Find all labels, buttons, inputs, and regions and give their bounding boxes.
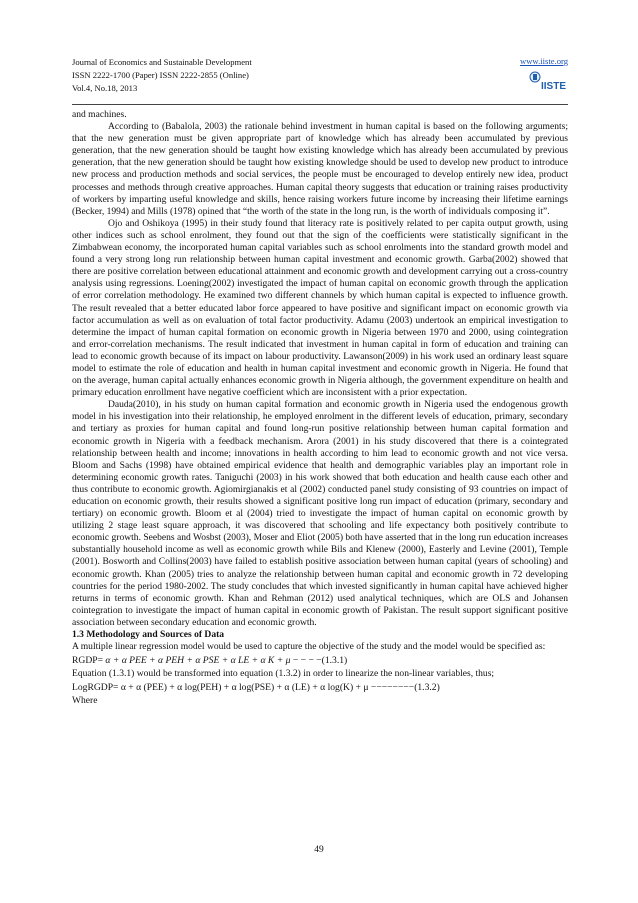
- paragraph-4: A multiple linear regression model would be used to capture the objective of the study and the model would be specified as:: [72, 641, 546, 653]
- article-body: [72, 109, 568, 707]
- paragraph-3: Dauda(2010), in his study on human capital formation and economic growth in Nigeria used the endogenous growth model in his investigation into their relationship, he employed enrolment in the different levels of education, primary, secondary and tertiary as proxies for human capital and found long-run positive relationship between human capital formation and economic growth in Nigeria with a feedback mechanism. Arora (2001) in his study discovered that there is a cointegrated relationship between health and income; innovations in health according to him lead to economic growth and not vice versa. Bloom and Sachs (1998) have obtained empirical evidence that health and demographic variables play an important role in determining economic growth rates. Taniguchi (2003) in his work showed that both education and health cause each other and thus contribute to economic growth. Agiomirgianakis et al (2002) conducted panel study consisting of 93 countries on impact of education on economic growth, their results showed a significant positive long run impact of education (primary, secondary and tertiary) on economic growth. Bloom et al (2004) tried to investigate the impact of human capital on economic growth by utilizing 2 stage least square approach, it was discovered that schooling and life expectancy both positively contribute to economic growth. Seebens and Wosbst (2003), Moser and Eliot (2005) both have asserted that in the long run education increases substantially household income as well as economic growth while Bils and Klenew (2000), Easterly and Levine (2001), Temple (2001). Bosworth and Collins(2003) have failed to establish positive association between human capital (years of schooling) and economic growth. Khan (2005) tries to analyze the relationship between human capital and economic growth in 72 developing countries for the period 1980-2002. The study concludes that which invested significantly in human capital have achieved higher returns in terms of economic growth. Khan and Rehman (2012) used analytical techniques, which are OLS and Johansen cointegration to investigate the impact of human capital in economic growth of Pakistan. The result support significant positive association between secondary education and economic growth.: [72, 399, 568, 628]
- equation-2: [72, 681, 568, 694]
- equation-1-tag: − − − −(1.3.1): [292, 655, 348, 667]
- paragraph-1: According to (Babalola, 2003) the rationale behind investment in human capital is based on the following arguments; that the new generation must be given appropriate part of knowledge which has already been accumulated by previous generation, that the new generation should be taught how existing knowledge which has already been accumulated by previous generation, that the new generation should be taught how existing knowledge should be used to develop new product to introduce new process and production methods and social services, the people must be encouraged to develop entirely new idea, product processes and methods through creative approaches. Human capital theory suggests that education or training raises productivity of workers by imparting useful knowledge and skills, hence raising workers future income by increasing their lifetime earnings (Becker, 1994) and Mills (1978) opined that “the worth of the state in the long run, is the worth of individuals composing it”.: [72, 121, 568, 217]
- iiste-logo: [528, 68, 568, 94]
- page-number: 49: [314, 845, 324, 855]
- paragraph-5: Equation (1.3.1) would be transformed into equation (1.3.2) in order to linearize the non-linear variables, thus;: [72, 668, 495, 680]
- header-rule: [72, 104, 568, 105]
- journal-issn: ISSN 2222-1700 (Paper) ISSN 2222-2855 (Online): [72, 70, 249, 80]
- paragraph-0: and machines.: [72, 109, 127, 120]
- equation-1: [72, 654, 568, 667]
- section-heading: 1.3 Methodology and Sources of Data: [72, 629, 225, 641]
- equation-1-rhs: α + α PEE + α PEH + α PSE + α LE + α K + μ: [105, 655, 291, 667]
- logo-text: IISTE: [541, 81, 567, 92]
- paragraph-2: Ojo and Oshikoya (1995) in their study found that literacy rate is positively related to per capita output growth, using other indices such as school enrolment, they found out that the sign of the coefficients were statistically significant in the Zimbabwean economy, the incorporated human capital variables such as school enrolments into the standard growth model and found a very strong long run relationship between human capital investment and economic growth. Garba(2002) showed that there are positive correlation between educational attainment and economic growth and development carrying out a cross-country analysis using regressions. Loening(2002) investigated the impact of human capital on economic growth through the application of error correlation methodology. He examined two different channels by which human capital is expected to influence growth. The result revealed that a better educated labor force appeared to have positive and significant impact on economic growth via factor accumulation as well as on evaluation of total factor productivity. Adamu (2003) undertook an empirical investigation to determine the impact of human capital formation on economic growth in Nigeria between 1970 and 2000, using cointegration and error-correlation mechanisms. The result indicated that investment in human capital in form of education and training can lead to economic growth because of its impact on labour productivity. Lawanson(2009) in his work used an ordinary least square model to estimate the role of education and health in human capital investment and economic growth in Nigeria. He found that on the average, human capital actually enhances economic growth in Nigeria although, the government expenditure on health and primary education enrollment have negative coefficient which are inconsistent with a prior expectation.: [72, 217, 568, 399]
- equation-2-rhs: α + α (PEE) + α log(PEH) + α log(PSE) + α (LE) + α log(K) + μ: [120, 682, 369, 694]
- equation-2-lhs: LogRGDP=: [72, 682, 119, 694]
- journal-volume: Vol.4, No.18, 2013: [72, 83, 138, 93]
- journal-url-link[interactable]: www.iiste.org: [520, 56, 568, 66]
- equation-1-lhs: RGDP=: [72, 655, 104, 667]
- paragraph-6: Where: [72, 695, 98, 707]
- journal-title: Journal of Economics and Sustainable Development: [72, 57, 252, 67]
- journal-header: [72, 56, 568, 100]
- equation-2-tag: −−−−−−−−(1.3.2): [370, 682, 440, 694]
